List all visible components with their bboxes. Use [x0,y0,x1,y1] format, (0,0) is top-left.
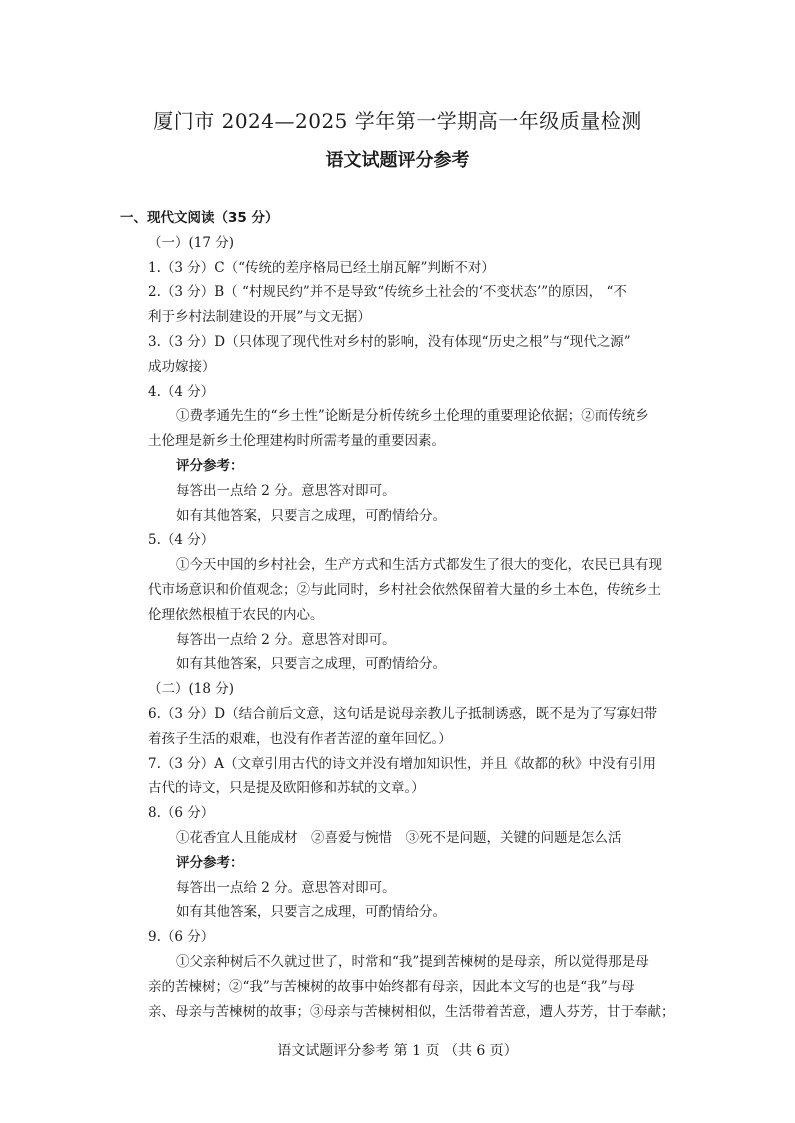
scoring-rule: 如有其他答案，只要言之成理，可酌情给分。 [176,904,446,921]
page-title: 厦门市 2024—2025 学年第一学期高一年级质量检测 [153,109,642,133]
answer-q4-text-cont: 土伦理是新乡土伦理建构时所需考量的重要因素。 [148,433,445,450]
answer-q5-text: ①今天中国的乡村社会，生产方式和生活方式都发生了很大的变化，农民已具有现 [176,557,662,574]
scoring-rule: 每答出一点给 2 分。意思答对即可。 [176,482,396,499]
scoring-rule: 如有其他答案，只要言之成理，可酌情给分。 [176,507,446,524]
part-heading: （一）(17 分) [148,234,235,251]
answer-q3-cont: 成功嫁接） [148,358,216,375]
answer-q9-text: ①父亲种树后不久就过世了，时常和“我”提到苦楝树的是母亲，所以觉得那是母 [176,953,649,970]
answer-q2: 2.（3 分）B（ “村规民约”并不是导致“传统乡土社会的‘不变状态’”的原因， “不 [148,284,627,301]
answer-q7-cont: 古代的诗文，只是提及欧阳修和苏轼的文章。） [148,780,425,797]
answer-q5: 5.（4 分） [148,532,215,549]
scoring-label: 评分参考： [176,457,244,474]
answer-q9-text-cont: 亲的苦楝树；②“我”与苦楝树的故事中始终都有母亲，因此本文写的也是“我”与母 [148,978,635,995]
answer-q2-cont: 利于乡村法制建设的开展”与文无据） [148,309,371,326]
answer-q4: 4.（4 分） [148,383,215,400]
scoring-rule: 如有其他答案，只要言之成理，可酌情给分。 [176,656,446,673]
answer-q3: 3.（3 分）D（只体现了现代性对乡村的影响，没有体现“历史之根”与“现代之源” [148,333,631,350]
page-footer: 语文试题评分参考 第 1 页 （共 6 页） [277,1043,518,1059]
scoring-rule: 每答出一点给 2 分。意思答对即可。 [176,879,396,896]
answer-q1: 1.（3 分）C（“传统的差序格局已经土崩瓦解”判断不对） [148,259,495,276]
answer-content [120,206,680,1024]
answer-q8: 8.（6 分） [148,805,215,822]
answer-q4-text: ①费孝通先生的“乡土性”论断是分析传统乡土伦理的重要理论依据；②而传统乡 [176,408,649,425]
scoring-label: 评分参考： [176,854,244,871]
answer-q6: 6.（3 分）D（结合前后文意，这句话是说母亲教儿子抵制诱惑，既不是为了写寡妇带 [148,705,658,722]
page-subtitle: 语文试题评分参考 [325,150,470,171]
section-heading: 一、现代文阅读（35 分） [120,210,279,226]
scoring-rule: 每答出一点给 2 分。意思答对即可。 [176,631,396,648]
answer-q9-text-cont: 亲、母亲与苦楝树的故事；③母亲与苦楝树相似，生活带着苦意，遭人芬芳，甘于奉献； [148,1003,675,1020]
answer-q5-text-cont: 代市场意识和价值观念；②与此同时，乡村社会依然保留着大量的乡土本色，传统乡土 [148,581,661,598]
answer-q9: 9.（6 分） [148,929,215,946]
answer-q6-cont: 着孩子生活的艰难，也没有作者苦涩的童年回忆。） [148,730,452,747]
answer-q5-text-cont: 伦理依然根植于农民的内心。 [148,606,324,623]
answer-q8-text: ①花香宜人且能成材 ②喜爱与惋惜 ③死不是问题，关键的问题是怎么活 [176,829,622,846]
answer-q7: 7.（3 分）A（文章引用古代的诗文并没有增加知识性，并且《故都的秋》中没有引用 [148,755,657,772]
part-heading: （二）(18 分) [148,681,235,698]
